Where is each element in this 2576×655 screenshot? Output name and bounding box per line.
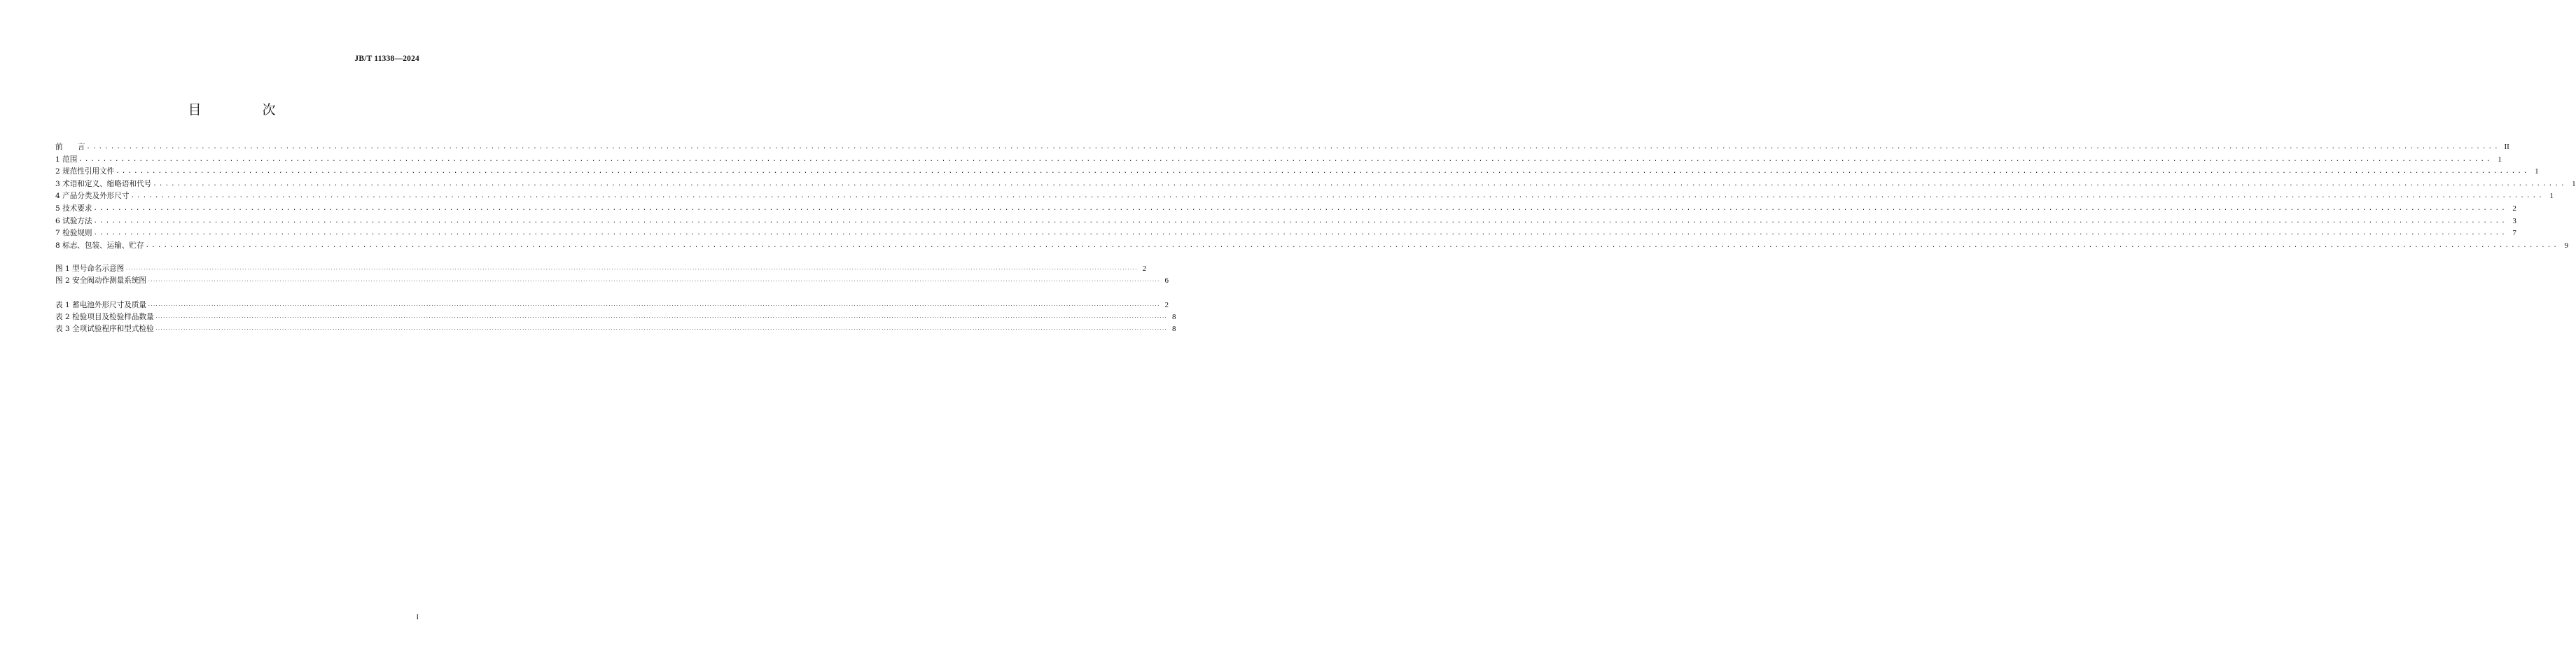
toc-entry-page: 8 [1172,325,1176,334]
toc-entry-page: 2 [2512,204,2516,213]
page-title: 目 次 [188,102,300,118]
toc-entry-page: 6 [1164,276,1169,286]
toc-entry-label: 图 2 安全阀动作测量系统图 [55,276,147,286]
toc-entry-label: 4 产品分类及外形尺寸 [55,192,130,201]
toc-entry-page: II [2504,143,2509,151]
toc-sections [55,141,2576,252]
toc-leader: ................................................................................................................................................................................................................................................................................................................................................................................................................ [130,192,2544,200]
toc-table-entry[interactable] [55,300,1169,311]
toc-entry[interactable] [55,166,2539,178]
toc-leader: ................................................................................................................................................................................................................................................................................................................................................................................................................ [148,278,1160,283]
toc-leader: ................................................................................................................................................................................................................................................................................................................................................................................................................ [155,314,1167,320]
toc-entry[interactable] [55,141,2509,154]
toc-entry-label: 图 1 型号命名示意图 [55,265,125,273]
toc-entry[interactable] [55,216,2516,228]
toc-leader: ................................................................................................................................................................................................................................................................................................................................................................................................................ [93,230,2507,237]
toc-entry-label: 1 范围 [55,155,78,164]
standard-number: JB/T 11338—2024 [354,55,419,63]
toc-entry-label: 5 技术要求 [55,204,92,213]
toc-entry[interactable] [55,203,2516,216]
toc-entry-page: 3 [2512,216,2516,225]
toc-entry-label: 3 术语和定义、缩略语和代号 [55,179,152,188]
toc-leader: ................................................................................................................................................................................................................................................................................................................................................................................................................ [153,180,2567,188]
toc-entry-label: 前 言 [55,143,85,151]
toc-entry-page: 2 [1164,301,1169,309]
toc-leader: ................................................................................................................................................................................................................................................................................................................................................................................................................ [145,241,2560,249]
toc-entry-page: 9 [2564,241,2569,250]
toc-entry-page: 1 [2498,155,2502,164]
toc-leader: ................................................................................................................................................................................................................................................................................................................................................................................................................ [86,143,2500,150]
toc-tables [55,300,1176,336]
toc-entry[interactable] [55,154,2502,167]
toc-leader: ................................................................................................................................................................................................................................................................................................................................................................................................................ [155,326,1167,332]
toc-entry[interactable] [55,240,2569,253]
toc-leader: ................................................................................................................................................................................................................................................................................................................................................................................................................ [78,155,2493,163]
toc-leader: ................................................................................................................................................................................................................................................................................................................................................................................................................ [125,266,1138,271]
page-number: I [416,614,419,621]
toc-table-entry[interactable] [55,323,1176,335]
toc-entry-page: 2 [1142,265,1147,273]
toc-entry-page: 1 [2549,192,2554,201]
toc-figures [55,263,1169,287]
toc-entry-page: 1 [2572,179,2576,188]
toc-entry-label: 表 2 检验项目及检验样品数量 [55,313,154,322]
toc-leader: ................................................................................................................................................................................................................................................................................................................................................................................................................ [93,204,2507,212]
toc-entry-page: 1 [2535,167,2539,176]
toc-table-entry[interactable] [55,311,1176,323]
toc-figure-entry[interactable] [55,263,1147,275]
toc-entry-label: 表 1 蓄电池外形尺寸及质量 [55,301,147,309]
toc-entry[interactable] [55,227,2516,240]
toc-entry[interactable] [55,190,2554,203]
toc-entry-label: 2 规范性引用文件 [55,167,115,176]
toc-entry-label: 8 标志、包装、运输、贮存 [55,241,144,250]
toc-entry-label: 6 试验方法 [55,216,92,225]
toc-entry-page: 8 [1172,313,1176,322]
toc-entry-page: 7 [2512,229,2516,238]
toc-figure-entry[interactable] [55,275,1169,287]
toc-leader: ................................................................................................................................................................................................................................................................................................................................................................................................................ [148,302,1160,307]
toc-leader: ................................................................................................................................................................................................................................................................................................................................................................................................................ [116,168,2530,176]
toc-entry[interactable] [55,178,2576,191]
toc-entry-label: 表 3 全项试验程序和型式检验 [55,325,154,334]
toc-entry-label: 7 检验规则 [55,229,92,238]
toc-leader: ................................................................................................................................................................................................................................................................................................................................................................................................................ [93,217,2507,225]
